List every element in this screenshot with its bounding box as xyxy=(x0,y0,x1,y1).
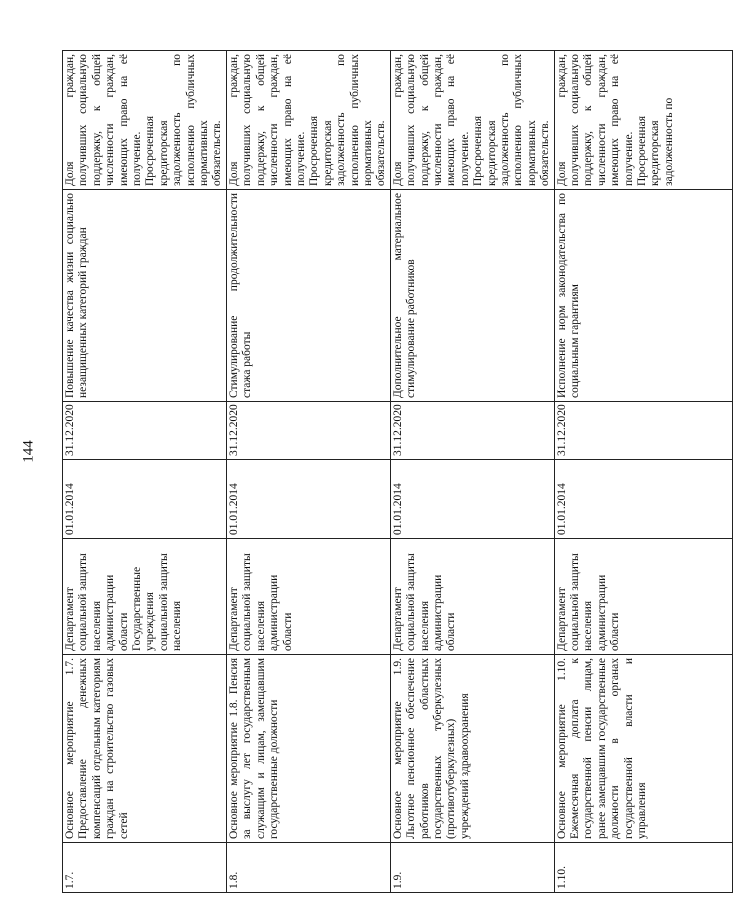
row-number: 1.10. xyxy=(554,843,732,893)
start-date: 01.01.2014 xyxy=(390,460,554,539)
measure-title: Основное мероприятие 1.10. Ежемесячная доплата к государственной пенсии лицам, ранее замещавшим государственные должности в органах государственной власти и управления xyxy=(554,655,732,843)
row-number: 1.7. xyxy=(63,843,227,893)
executor: Департамент социальной защиты населения администрации области xyxy=(390,539,554,655)
table-row xyxy=(226,51,390,893)
start-date: 01.01.2014 xyxy=(226,460,390,539)
indicators: Доля граждан, получивших социальную поддержку, к общей численности граждан, имеющих право на её получение. Просроченная кредиторская задолженность по исполнению публичных нормативных обязательств. xyxy=(63,51,227,190)
start-date: 01.01.2014 xyxy=(554,460,732,539)
end-date: 31.12.2020 xyxy=(554,402,732,460)
expected-result: Повышение качества жизни социально незащищенных категорий граждан xyxy=(63,190,227,402)
indicators: Доля граждан, получивших социальную поддержку, к общей численности граждан, имеющих право на её получение. Просроченная кредиторская задолженность по исполнению публичных нормативных обязательств. xyxy=(390,51,554,190)
table-row xyxy=(63,51,227,893)
measure-title: Основное мероприятие 1.8. Пенсия за выслугу лет государственным служащим и лицам, замещавшим государственные должности xyxy=(226,655,390,843)
table-row xyxy=(390,51,554,893)
executor: Департамент социальной защиты населения администрации области Государственные учреждения социальной защиты населения xyxy=(63,539,227,655)
expected-result: Стимулирование продолжительности стажа работы xyxy=(226,190,390,402)
measures-table xyxy=(62,50,733,893)
end-date: 31.12.2020 xyxy=(390,402,554,460)
measure-title: Основное мероприятие 1.9. Льготное пенсионное обеспечение работников областных государственных туберкулезных (противотуберкулезных) учреждений здравоохранения xyxy=(390,655,554,843)
rotated-table-stage xyxy=(62,51,675,893)
executor: Департамент социальной защиты населения администрации области xyxy=(226,539,390,655)
row-number: 1.8. xyxy=(226,843,390,893)
measure-title: Основное мероприятие 1.7. Предоставление денежных компенсаций отдельным категориям граждан на строительство газовых сетей xyxy=(63,655,227,843)
end-date: 31.12.2020 xyxy=(226,402,390,460)
end-date: 31.12.2020 xyxy=(63,402,227,460)
executor: Департамент социальной защиты населения администрации области xyxy=(554,539,732,655)
indicators: Доля граждан, получивших социальную поддержку, к общей численности граждан, имеющих право на её получение. Просроченная кредиторская задолженность по xyxy=(554,51,732,190)
expected-result: Исполнение норм законодательства по социальным гарантиям xyxy=(554,190,732,402)
expected-result: Дополнительное материальное стимулирование работников xyxy=(390,190,554,402)
table-row xyxy=(554,51,732,893)
start-date: 01.01.2014 xyxy=(63,460,227,539)
row-number: 1.9. xyxy=(390,843,554,893)
page-number: 144 xyxy=(20,440,37,463)
indicators: Доля граждан, получивших социальную поддержку, к общей численности граждан, имеющих право на её получение. Просроченная кредиторская задолженность по исполнению публичных нормативных обязательств. xyxy=(226,51,390,190)
